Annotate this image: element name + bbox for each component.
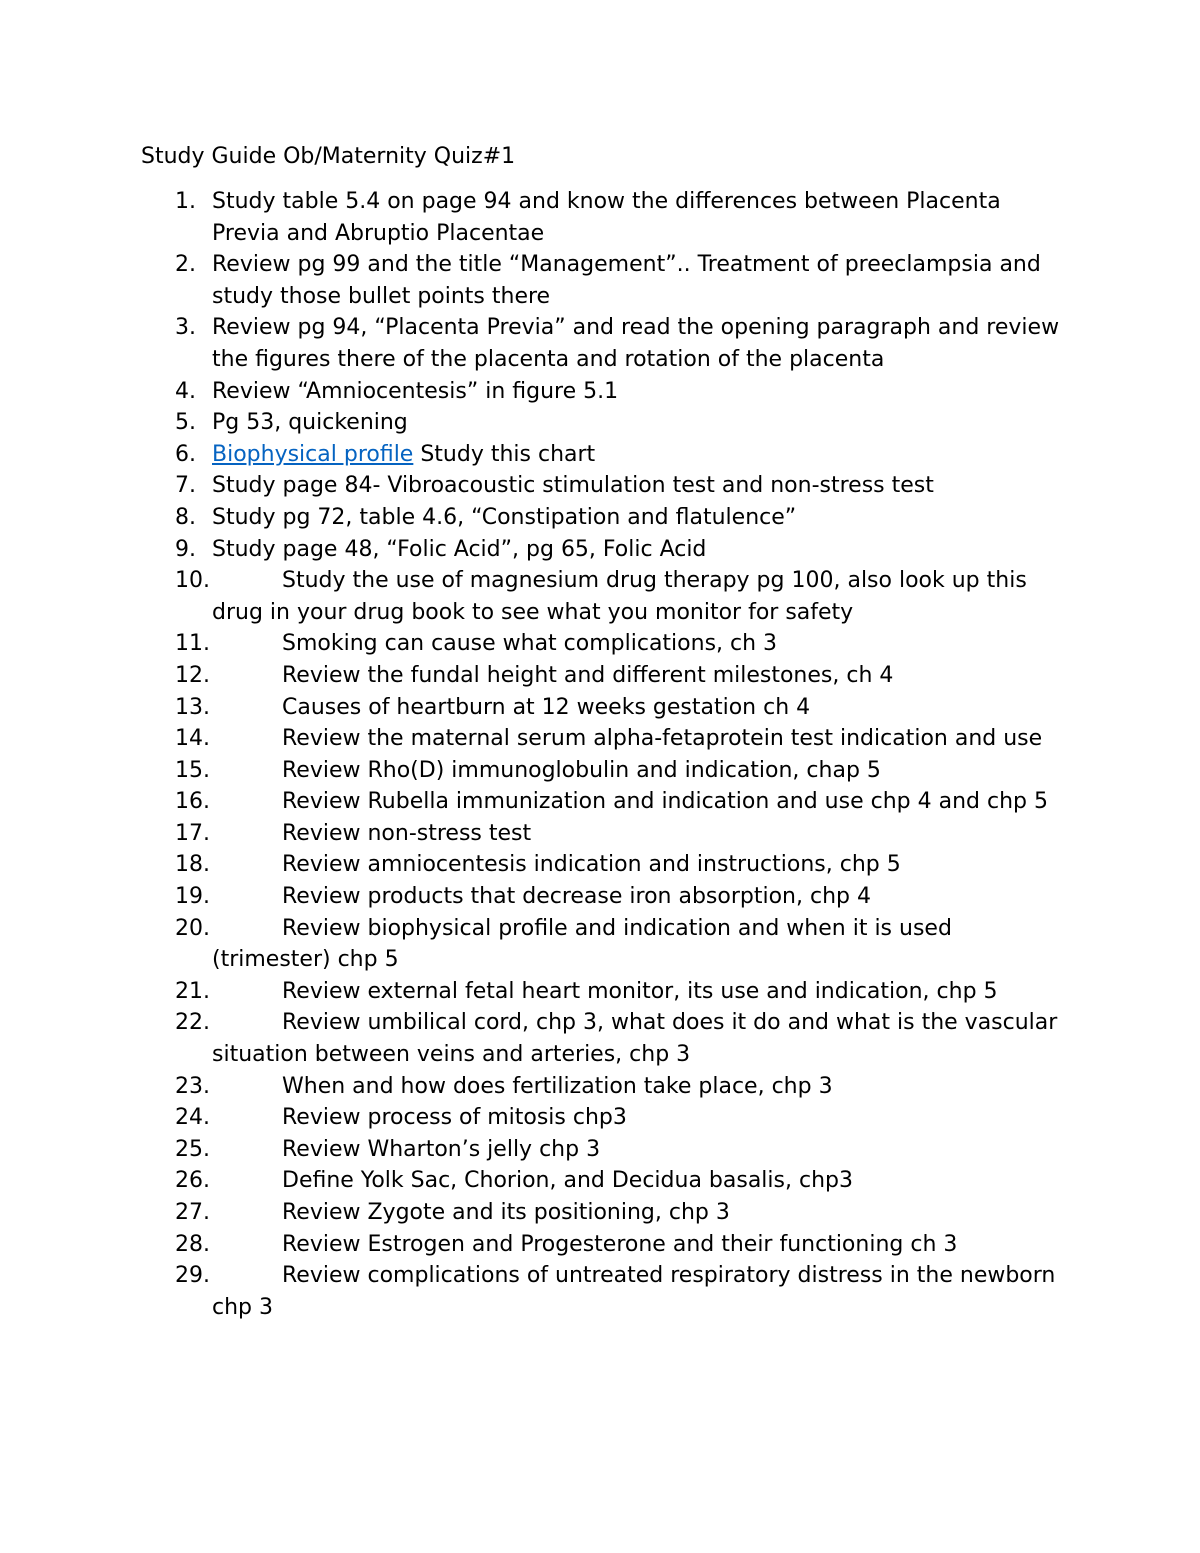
list-item — [0, 913, 1072, 976]
list-item — [0, 628, 1072, 660]
list-item-content — [212, 1074, 833, 1099]
list-item-content — [212, 663, 893, 688]
list-item-text: Smoking can cause what complications, ch 3 — [282, 631, 778, 657]
list-item — [0, 376, 1072, 408]
list-item-text: Study this chart — [413, 441, 596, 467]
list-item-number: 26. — [175, 1168, 210, 1194]
list-item — [0, 818, 1072, 850]
list-item-number: 9. — [175, 536, 196, 562]
list-item-text: Review umbilical cord, chp 3, what does it do and what is the vascular situation between veins and arteries, chp 3 — [212, 1010, 1058, 1068]
list-item-content — [212, 1168, 853, 1193]
list-item-content — [212, 821, 531, 846]
list-item-text: Review amniocentesis indication and instructions, chp 5 — [282, 852, 901, 878]
list-item — [0, 1102, 1072, 1134]
list-item-text: Review complications of untreated respiratory distress in the newborn chp 3 — [212, 1263, 1056, 1320]
list-item — [0, 881, 1072, 913]
list-item — [0, 786, 1072, 818]
list-item-number: 19. — [175, 884, 210, 910]
list-item-number: 1. — [175, 189, 196, 214]
list-item-number: 3. — [175, 315, 196, 341]
list-item-content — [212, 473, 934, 498]
list-item-number: 6. — [175, 441, 196, 467]
list-item-text: Review Wharton’s jelly chp 3 — [282, 1136, 601, 1162]
list-item-text: Review Rho(D) immunoglobulin and indication, chap 5 — [282, 757, 881, 783]
list-item-number: 16. — [175, 789, 210, 815]
list-item-content — [212, 1232, 957, 1257]
list-item — [0, 755, 1072, 787]
list-item-content — [212, 505, 796, 530]
list-item-number: 13. — [175, 694, 210, 720]
list-item-number: 8. — [175, 504, 196, 530]
list-item-content — [212, 1263, 1055, 1320]
list-item-text: Study the use of magnesium drug therapy pg 100, also look up this drug in your drug book to see what you monitor for safety — [212, 568, 1027, 625]
list-item-number: 22. — [175, 1010, 210, 1036]
list-item — [0, 849, 1072, 881]
list-item-number: 23. — [175, 1073, 210, 1099]
list-item-number: 21. — [175, 978, 210, 1004]
list-item-text: Review Zygote and its positioning, chp 3 — [282, 1200, 730, 1225]
document-title: Study Guide Ob/Maternity Quiz#1 — [141, 144, 516, 169]
list-item-content — [212, 979, 998, 1004]
list-item — [0, 1229, 1072, 1261]
list-item-content — [212, 442, 595, 467]
biophysical-profile-link[interactable]: Biophysical profile — [212, 441, 414, 467]
list-item-text: Study table 5.4 on page 94 and know the differences between Placenta Previa and Abruptio Placentae — [212, 189, 1001, 246]
list-item — [0, 1260, 1072, 1323]
list-item — [0, 249, 1072, 312]
list-item — [0, 723, 1072, 755]
list-item-number: 28. — [175, 1231, 210, 1257]
list-item-content — [212, 1200, 730, 1225]
list-item — [0, 1197, 1072, 1229]
list-item-content — [212, 916, 952, 973]
list-item-number: 27. — [175, 1200, 210, 1225]
list-item — [0, 470, 1072, 502]
list-item-number: 29. — [175, 1263, 210, 1289]
list-item-content — [212, 1010, 1057, 1067]
list-item — [0, 692, 1072, 724]
list-item-number: 20. — [175, 915, 210, 941]
list-item-number: 7. — [175, 473, 196, 499]
list-item-content — [212, 189, 1001, 246]
list-item-content — [212, 315, 1059, 372]
list-item-number: 12. — [175, 662, 210, 688]
list-item-number: 14. — [175, 726, 210, 752]
list-item — [0, 1071, 1072, 1103]
list-item — [0, 1007, 1072, 1070]
list-item — [0, 976, 1072, 1008]
list-item-content — [212, 1137, 600, 1162]
list-item — [0, 565, 1072, 628]
list-item-text: Define Yolk Sac, Chorion, and Decidua basalis, chp3 — [282, 1168, 853, 1194]
list-item-content — [212, 852, 901, 877]
list-item-content — [212, 537, 706, 562]
list-item-number: 24. — [175, 1105, 210, 1131]
list-item-text: Review external fetal heart monitor, its use and indication, chp 5 — [282, 978, 998, 1004]
list-item-number: 15. — [175, 757, 210, 783]
list-item-number: 18. — [175, 852, 210, 878]
list-item-text: Review non-stress test — [282, 820, 532, 846]
list-item-text: Review process of mitosis chp3 — [282, 1105, 627, 1131]
list-item-number: 4. — [175, 378, 196, 404]
list-item-content — [212, 410, 408, 435]
list-item-text: Review Estrogen and Progesterone and their functioning ch 3 — [282, 1231, 958, 1257]
list-item-text: Causes of heartburn at 12 weeks gestation ch 4 — [282, 694, 811, 720]
list-item — [0, 502, 1072, 534]
list-item-content — [212, 758, 881, 783]
list-item-content — [212, 252, 1041, 309]
list-item-text: Study pg 72, table 4.6, “Constipation and flatulence” — [212, 504, 797, 530]
list-item-number: 17. — [175, 820, 210, 846]
list-item-text: Review Rubella immunization and indication and use chp 4 and chp 5 — [282, 789, 1048, 815]
study-item-list — [0, 186, 1200, 1323]
list-item-number: 10. — [175, 568, 210, 594]
list-item-content — [212, 379, 618, 404]
list-item — [0, 534, 1072, 566]
list-item-text: Review pg 99 and the title “Management”.. Treatment of preeclampsia and study those bullet points there — [212, 252, 1041, 309]
list-item-text: Review pg 94, “Placenta Previa” and read the opening paragraph and review the figures there of the placenta and rotation of the placenta — [212, 315, 1060, 372]
list-item-content — [212, 1105, 627, 1130]
list-item-text: Review the fundal height and different milestones, ch 4 — [282, 662, 894, 688]
list-item-text: When and how does fertilization take place, chp 3 — [282, 1073, 833, 1099]
list-item — [0, 660, 1072, 692]
list-item-content — [212, 789, 1048, 814]
list-item — [0, 439, 1072, 471]
list-item — [0, 407, 1072, 439]
list-item-text: Study page 48, “Folic Acid”, pg 65, Folic Acid — [212, 536, 707, 562]
list-item — [0, 1165, 1072, 1197]
list-item — [0, 1134, 1072, 1166]
list-item-text: Study page 84- Vibroacoustic stimulation test and non-stress test — [212, 473, 934, 499]
list-item-number: 25. — [175, 1136, 210, 1162]
list-item-content — [212, 568, 1027, 625]
list-item-content — [212, 726, 1042, 751]
list-item — [0, 312, 1072, 375]
list-item-number: 2. — [175, 252, 196, 278]
list-item-text: Review products that decrease iron absorption, chp 4 — [282, 884, 871, 910]
list-item-text: Pg 53, quickening — [212, 410, 408, 436]
list-item-content — [212, 884, 871, 909]
list-item-text: Review “Amniocentesis” in figure 5.1 — [212, 378, 619, 404]
list-item-content — [212, 695, 810, 720]
list-item-text: Review the maternal serum alpha-fetaprotein test indication and use — [282, 726, 1043, 752]
list-item — [0, 186, 1072, 249]
list-item-content — [212, 631, 777, 656]
list-item-number: 11. — [175, 631, 210, 657]
list-item-number: 5. — [175, 410, 196, 436]
list-item-text: Review biophysical profile and indication and when it is used (trimester) chp 5 — [212, 915, 952, 973]
